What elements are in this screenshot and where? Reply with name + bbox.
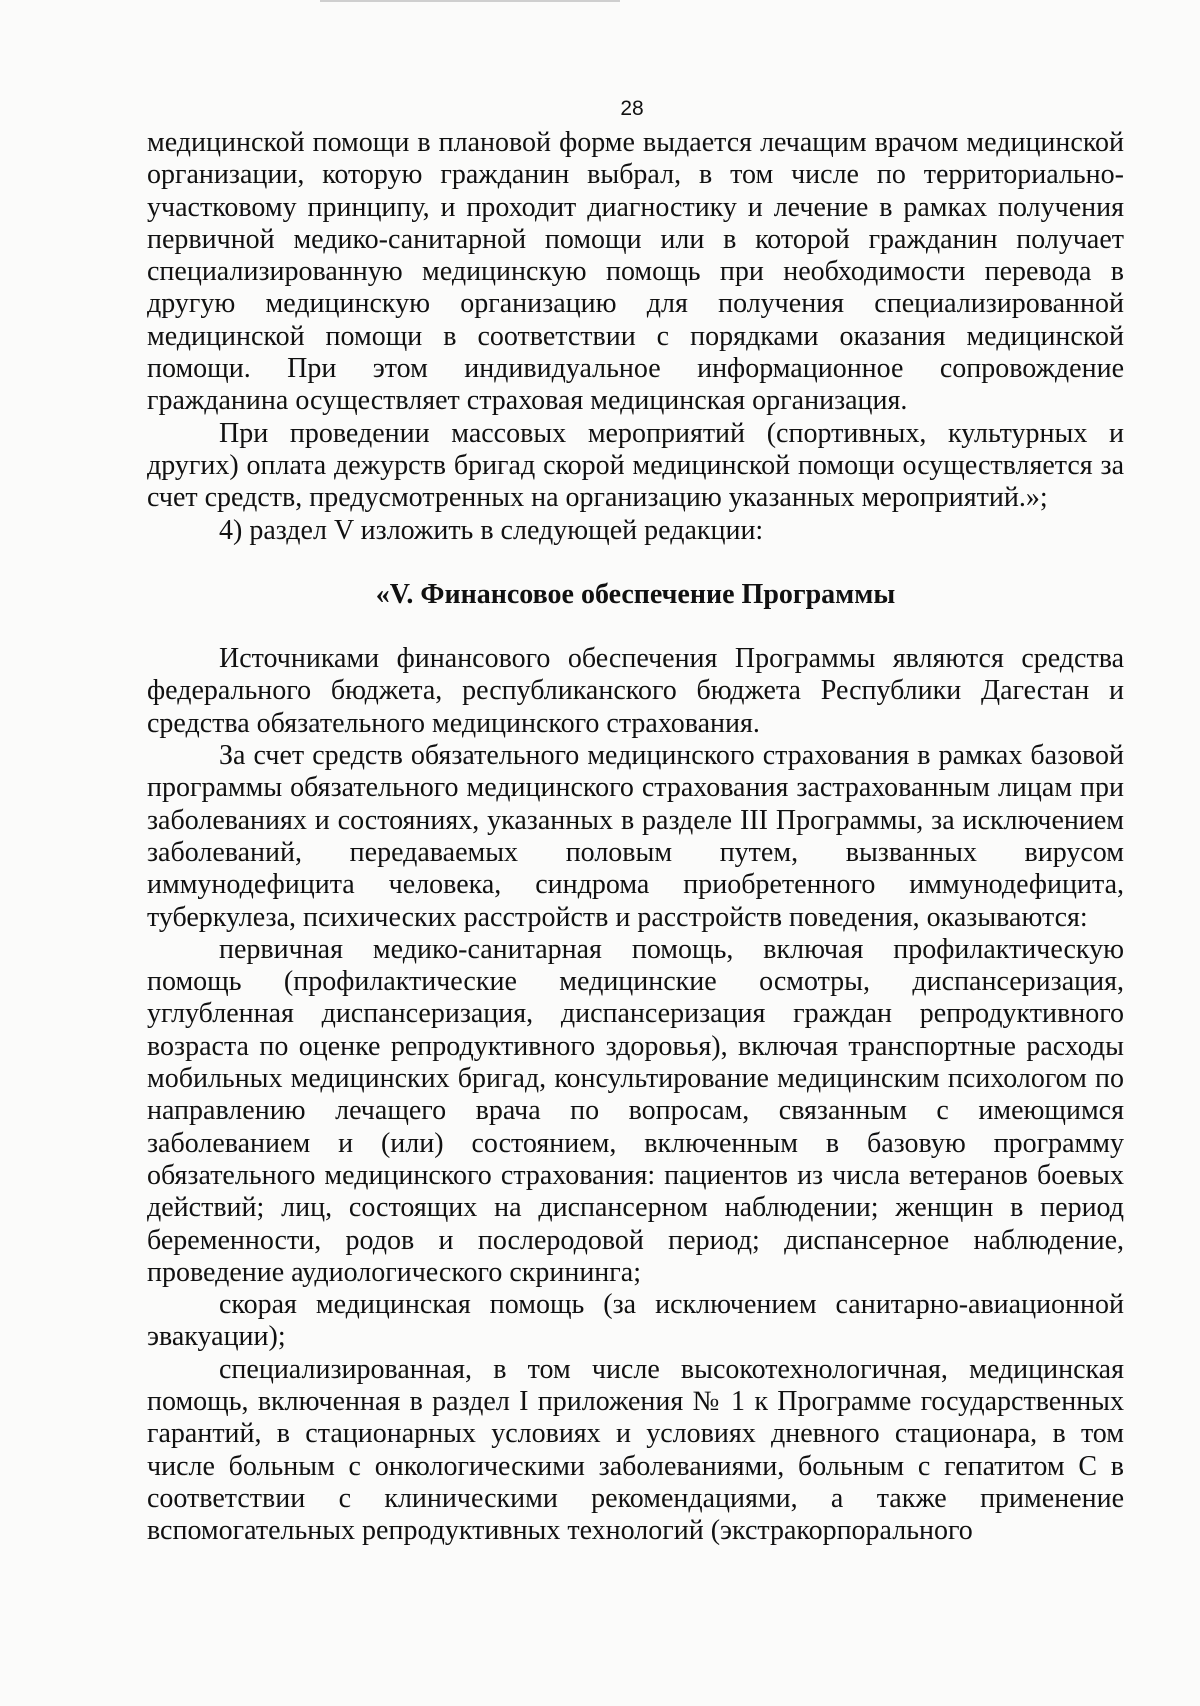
paragraph-continuation: медицинской помощи в плановой форме выдается лечащим врачом медицинской организации, которую гражданин выбрал, в том числе по территориально-участковому принципу, и проходит диагностику и лечение в рамках получения первичной медико-санитарной помощи или в которой гражданин получает специализированную медицинскую помощь при необходимости перевода в другую медицинскую организацию для получения специализированной медицинской помощи в соответствии с порядками оказания медицинской помощи. При этом индивидуальное информационное сопровождение гражданина осуществляет страховая медицинская организация. (147, 127, 1124, 417)
list-item-4: 4) раздел V изложить в следующей редакции: (219, 514, 764, 546)
paragraph-specialized-care: специализированная, в том числе высокотехнологичная, медицинская помощь, включенная в раздел I приложения № 1 к Программе государственных гарантий, в стационарных условиях и условиях дневного стационара, в том числе больным с онкологическими заболеваниями, больным с гепатитом С в соответствии с клиническими рекомендациями, а также применение вспомогательных репродуктивных технологий (экстракорпорального (147, 1353, 1124, 1547)
paragraph-oms-coverage: За счет средств обязательного медицинского страхования в рамках базовой программы обязательного медицинского страхования застрахованным лицам при заболеваниях и состояниях, указанных в разделе III Программы, за исключением заболеваний, передаваемых половым путем, вызванных вирусом иммунодефицита человека, синдрома приобретенного иммунодефицита, туберкулеза, психических расстройств и расстройств поведения, оказываются: (147, 740, 1124, 933)
document-body (147, 127, 1124, 1547)
paragraph-mass-events: При проведении массовых мероприятий (спортивных, культурных и других) оплата дежурств бригад скорой медицинской помощи осуществляется за счет средств, предусмотренных на организацию указанных мероприятий.»; (147, 417, 1124, 514)
paragraph-funding-sources: Источниками финансового обеспечения Программы являются средства федерального бюджета, республиканского бюджета Республики Дагестан и средства обязательного медицинского страхования. (147, 643, 1124, 739)
section-heading: «V. Финансовое обеспечение Программы (375, 578, 896, 610)
paragraph-primary-care: первичная медико-санитарная помощь, включая профилактическую помощь (профилактические медицинские осмотры, диспансеризация, углубленная диспансеризация, диспансеризация граждан репродуктивного возраста по оценке репродуктивного здоровья), включая транспортные расходы мобильных медицинских бригад, консультирование медицинским психологом по направлению лечащего врача по вопросам, связанным с имеющимся заболеванием и (или) состоянием, включенным в базовую программу обязательного медицинского страхования: пациентов из числа ветеранов боевых действий; лиц, состоящих на диспансерном наблюдении; женщин в период беременности, родов и послеродовой период; диспансерное наблюдение, проведение аудиологического скрининга; (147, 933, 1124, 1288)
scan-edge-top (320, 0, 620, 2)
page-number: 28 (620, 97, 644, 120)
paragraph-emergency-care: скорая медицинская помощь (за исключением санитарно-авиационной эвакуации); (147, 1289, 1124, 1353)
